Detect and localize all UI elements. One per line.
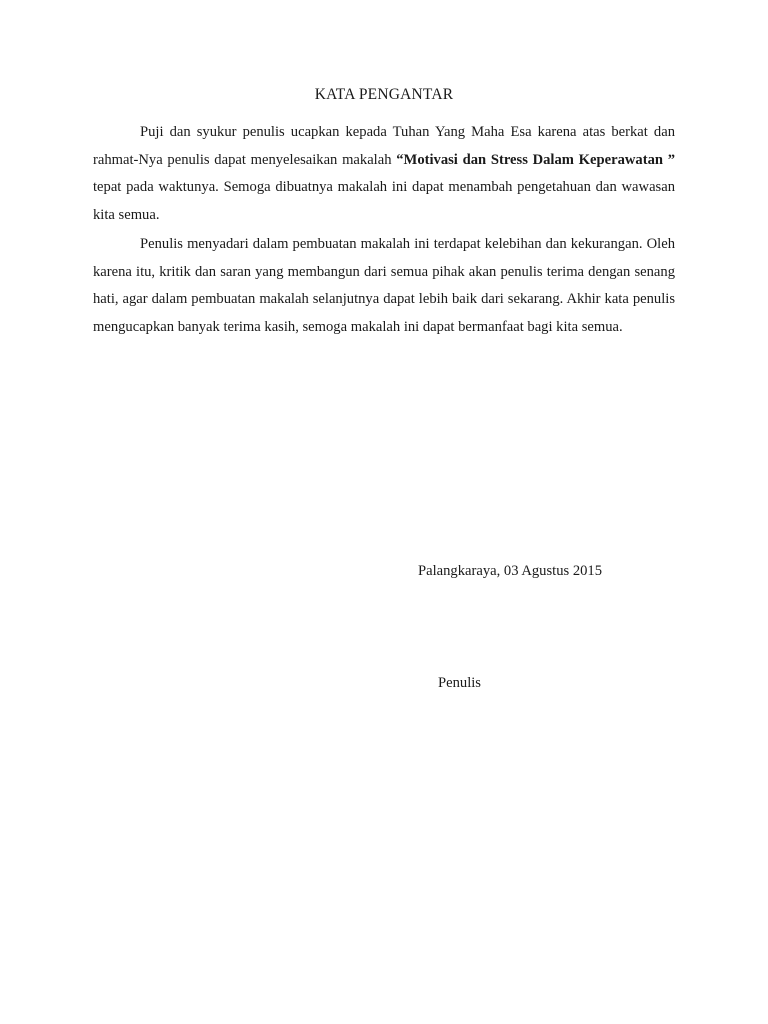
paragraph-intro-text-end: tepat pada waktunya. Semoga dibuatnya makalah ini dapat menambah pengetahuan dan wawasan kita semua. xyxy=(93,179,675,223)
paper-title-bold: “Motivasi dan Stress Dalam Keperawatan ” xyxy=(396,151,676,168)
place-date: Palangkaraya, 03 Agustus 2015 xyxy=(418,563,603,579)
page-title: KATA PENGANTAR xyxy=(314,86,454,103)
paragraph-intro xyxy=(93,119,675,229)
paragraph-intro-text-start: Puji dan syukur penulis ucapkan kepada Tuhan Yang Maha Esa karena atas berkat dan rahmat-Nya penulis dapat menyelesaikan makalah xyxy=(93,124,675,168)
paragraph-closing: Penulis menyadari dalam pembuatan makalah ini terdapat kelebihan dan kekurangan. Oleh karena itu, kritik dan saran yang membangun dari semua pihak akan penulis terima dengan senang hati, agar dalam pembuatan makalah selanjutnya dapat lebih baik dari sekarang. Akhir kata penulis mengucapkan banyak terima kasih, semoga makalah ini dapat bermanfaat bagi kita semua. xyxy=(93,236,675,335)
author-signature: Penulis xyxy=(438,675,481,691)
